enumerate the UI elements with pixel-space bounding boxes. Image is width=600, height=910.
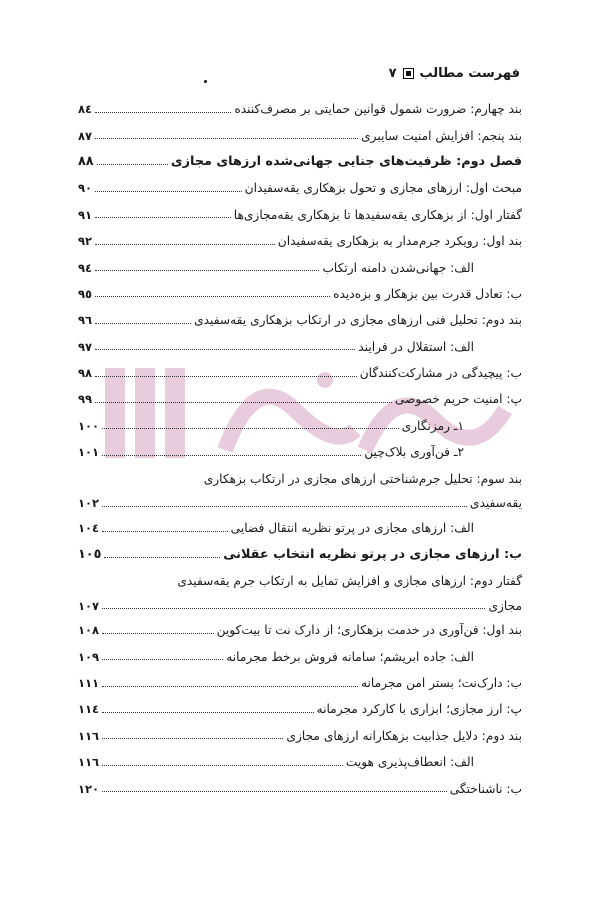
toc-entry: بند دوم: تحلیل فنی ارزهای مجازی در ارتکاب بزهکاری یقه‌سفیدی ٩٦: [78, 313, 522, 328]
dot-mark: [204, 80, 207, 83]
page-header: [389, 66, 520, 81]
toc-entry: بند پنجم: افزایش امنیت سایبری ٨٧: [78, 128, 522, 143]
toc-entry-continued: یقه‌سفیدی ١٠٢: [78, 496, 522, 511]
toc-entry: گفتار اول: از بزهکاری یقه‌سفیدها تا بزهکاری یقه‌مجازی‌ها ٩١: [78, 207, 522, 222]
toc-entry: پ: ارز مجازی؛ ابزاری با کارکرد مجرمانه ١١٤: [78, 702, 522, 717]
toc-entry: ب: تعادل قدرت بین بزهکار و بزه‌دیده ٩٥: [78, 286, 522, 301]
toc-entry: الف: ارزهای مجازی در پرتو نظریه انتقال فضایی ١٠٤: [78, 521, 474, 536]
toc-entry-continued: مجازی ١٠٧: [78, 598, 522, 613]
toc-entry: مبحث اول: ارزهای مجازی و تحول بزهکاری یقه‌سفیدان ٩٠: [78, 181, 522, 196]
toc-entry: الف: انعطاف‌پذیری هویت ١١٦: [78, 755, 474, 770]
toc-entry: ب: ارزهای مجازی در پرتو نظریه انتخاب عقلانی ١٠٥: [78, 546, 522, 562]
toc-entry: الف: جاده ابریشم؛ سامانه فروش برخط مجرمانه ١٠٩: [78, 649, 474, 664]
toc-entry: الف: استقلال در فرایند ٩٧: [78, 339, 474, 354]
toc-entry: فصل دوم: ظرفیت‌های جنایی جهانی‌شده ارزهای مجازی ٨٨: [78, 154, 522, 170]
toc-entry: بند اول: رویکرد جرم‌مدار به بزهکاری یقه‌سفیدان ٩٢: [78, 234, 522, 249]
header-title: فهرست مطالب: [419, 66, 520, 81]
toc-entry: ب: پیچیدگی در مشارکت‌کنندگان ٩٨: [78, 366, 522, 381]
toc-entry: ب: دارک‌نت؛ بستر امن مجرمانه ١١١: [78, 676, 522, 690]
toc-entry: بند چهارم: ضرورت شمول قوانین حمایتی بر مصرف‌کننده ٨٤: [78, 102, 522, 117]
toc-entry: بند دوم: دلایل جذابیت بزهکارانه ارزهای مجازی ١١٦: [78, 728, 522, 743]
toc-entry: ٢ـ فن‌آوری بلاک‌چین ١٠١: [78, 445, 464, 460]
toc-entry: گفتار دوم: ارزهای مجازی و افزایش تمایل به ارتکاب جرم یقه‌سفیدی: [177, 573, 522, 588]
toc-entry: الف: جهانی‌شدن دامنه ارتکاب ٩٤: [78, 260, 474, 275]
toc-entry: ب: ناشناختگی ١٢٠: [78, 781, 522, 796]
toc-entry: پ: امنیت حریم خصوصی ٩٩: [78, 392, 522, 407]
toc-entry: بند سوم: تحلیل جرم‌شناختی ارزهای مجازی در ارتکاب بزهکاری: [203, 471, 522, 486]
toc-entry: بند اول: فن‌آوری در خدمت بزهکاری؛ از دارک نت تا بیت‌کوین ١٠٨: [78, 623, 522, 638]
square-bullet-icon: [403, 68, 414, 79]
header-page-number: ٧: [388, 66, 397, 81]
toc-entry: ١ـ رمزنگاری ١٠٠: [78, 418, 464, 433]
table-of-contents: [78, 96, 522, 802]
